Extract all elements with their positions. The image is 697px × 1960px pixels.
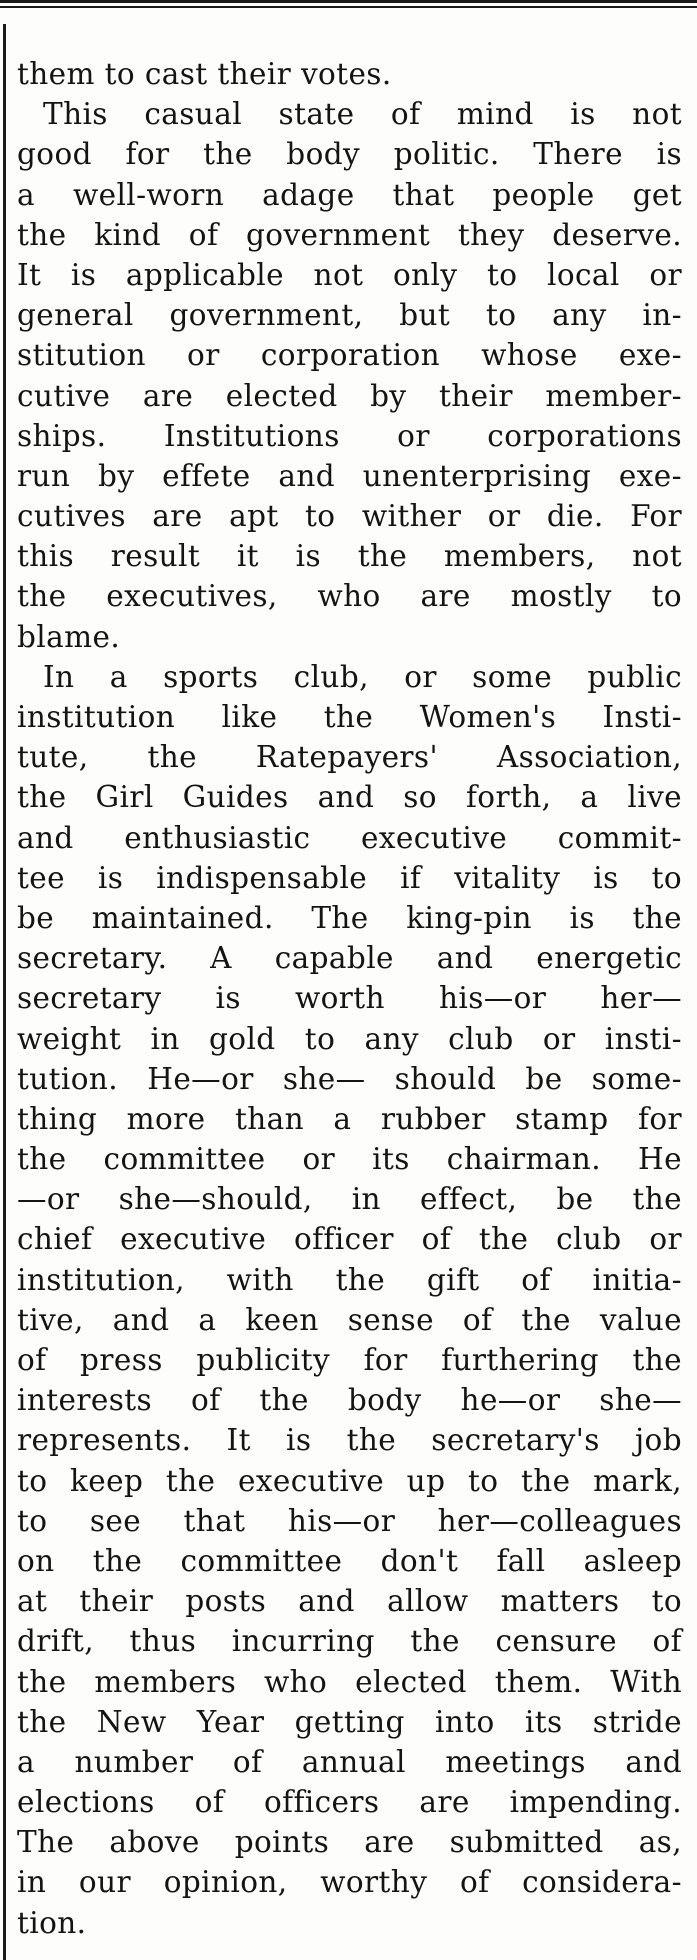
article-line: represents. It is the secretary's job: [17, 1423, 682, 1458]
article-line: to see that his—or her—colleagues: [17, 1503, 682, 1538]
article-line: tee is indispensable if vitality is to: [17, 860, 682, 895]
article-line: tion.: [17, 1905, 87, 1940]
article-line: stitution or corporation whose exe-: [17, 338, 682, 373]
article-line: and enthusiastic executive commit-: [17, 820, 682, 855]
article-line: —or she—should, in effect, be the: [17, 1182, 682, 1217]
article-line: of press publicity for furthering the: [17, 1343, 682, 1377]
article-line: institution, with the gift of initia-: [17, 1262, 682, 1297]
article-line: tute, the Ratepayers' Association,: [17, 740, 682, 775]
article-line: institution like the Women's Insti-: [17, 700, 682, 734]
article-line: elections of officers are impending.: [17, 1785, 682, 1820]
column-rule: [3, 24, 6, 1960]
article-line: drift, thus incurring the censure of: [17, 1624, 682, 1659]
article-line: blame.: [17, 619, 121, 654]
article-line: this result it is the members, not: [17, 539, 682, 574]
article-line: cutive are elected by their member-: [17, 378, 682, 413]
article-line: chief executive officer of the club or: [17, 1222, 682, 1257]
article-line: at their posts and allow matters to: [17, 1584, 682, 1619]
article-line: cutives are apt to wither or die. For: [17, 499, 682, 534]
article-line: thing more than a rubber stamp for: [17, 1101, 682, 1136]
article-line: the kind of government they deserve.: [17, 217, 682, 252]
article-line: the New Year getting into its stride: [17, 1704, 682, 1739]
article-line: general government, but to any in-: [17, 298, 682, 333]
article-line: tive, and a keen sense of the value: [17, 1302, 682, 1337]
article-line: good for the body politic. There is: [17, 137, 682, 172]
article-line: weight in gold to any club or insti-: [17, 1021, 682, 1056]
article-line: them to cast their votes.: [17, 57, 392, 91]
article-line: This casual state of mind is not: [43, 97, 682, 132]
top-double-rule: [0, 0, 697, 8]
article-line: the members who elected them. With: [17, 1664, 682, 1699]
article-line: in our opinion, worthy of considera-: [17, 1865, 682, 1900]
article-line: run by effete and unenterprising exe-: [17, 458, 682, 493]
article-line: the committee or its chairman. He: [17, 1142, 682, 1177]
article-column: [17, 54, 682, 1943]
article-line: be maintained. The king-pin is the: [17, 900, 682, 935]
article-line: interests of the body he—or she—: [17, 1383, 682, 1418]
article-line: The above points are submitted as,: [17, 1825, 682, 1860]
article-line: It is applicable not only to local or: [17, 257, 682, 292]
article-line: the executives, who are mostly to: [17, 579, 682, 614]
article-line: a well-worn adage that people get: [17, 177, 682, 212]
article-line: to keep the executive up to the mark,: [17, 1463, 682, 1498]
article-line: a number of annual meetings and: [17, 1744, 682, 1779]
article-line: on the committee don't fall asleep: [17, 1543, 682, 1578]
article-line: secretary. A capable and energetic: [17, 941, 682, 976]
article-line: secretary is worth his—or her—: [17, 981, 682, 1016]
article-line: In a sports club, or some public: [43, 659, 682, 694]
article-line: ships. Institutions or corporations: [17, 418, 682, 453]
article-line: the Girl Guides and so forth, a live: [17, 780, 682, 815]
article-line: tution. He—or she— should be some-: [17, 1061, 682, 1096]
